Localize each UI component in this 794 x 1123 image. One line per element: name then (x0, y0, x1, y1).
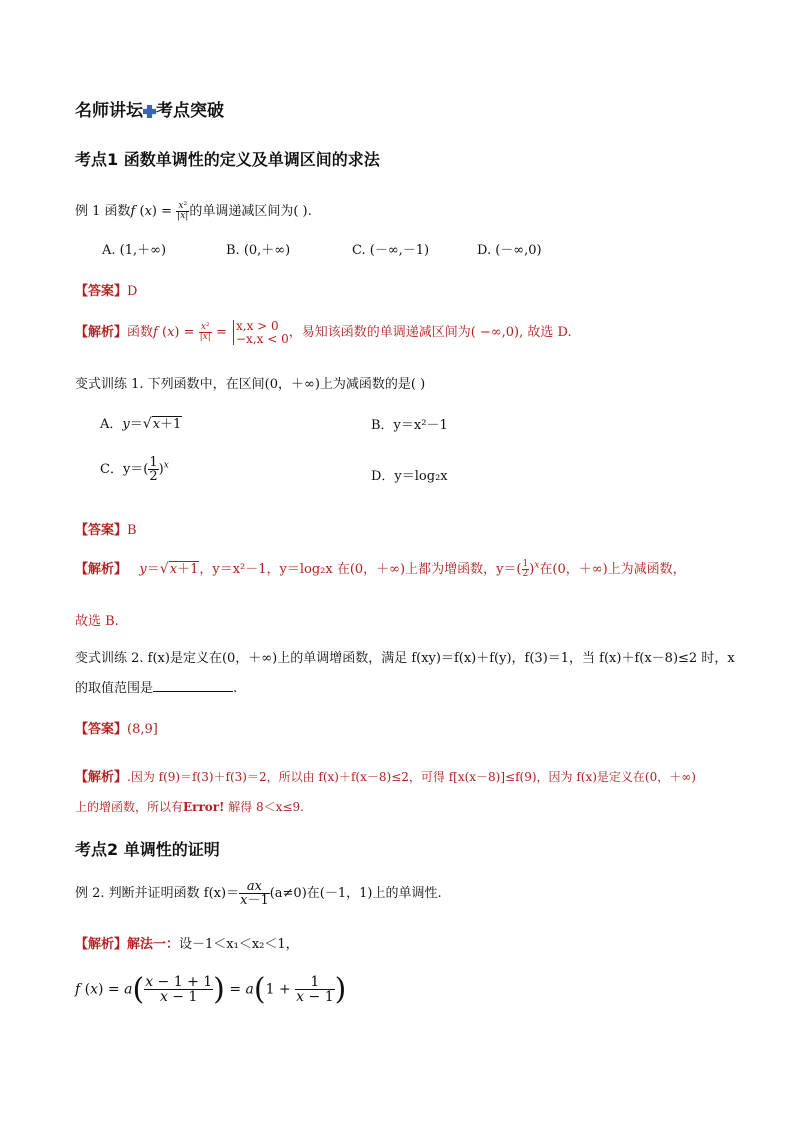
v1-analysis-line2: 故选 B. (75, 614, 119, 629)
ex1-analysis: 【解析】函数f (x) = $\frac{\text{x²}}{|x|}$ = x,x > 0 −x,x < 0 ，易知该函数的单调递减区间为( −∞,0), 故选 D. (75, 319, 572, 346)
v2-analysis-line2: 上的增函数，所以有Error! 解得 8＜x≤9. (75, 800, 304, 814)
v1-answer: 【答案】B (75, 523, 137, 538)
ex1-choice-d: D. (－∞,0) (477, 243, 542, 258)
ex1-choice-a: A. (1,＋∞) (102, 243, 167, 258)
ex1-choice-b: B. (0,＋∞) (226, 243, 291, 258)
v2-question-line2: 的取值范围是 . (75, 681, 238, 696)
ex1-question: 例 1 函数f (x) = $\frac{\text{x²}}{|x|}$ 的单调递减区间为( ). (75, 201, 312, 221)
v1-question: 变式训练 1. 下列函数中，在区间(0，＋∞)上为减函数的是( ) (75, 377, 426, 392)
v2-question: 变式训练 2. f(x)是定义在(0，＋∞)上的单调增函数，满足 f(xy)＝f(x)＋f(y)，f(3)＝1，当 f(x)＋f(x－8)≤2 时，x (75, 651, 735, 666)
fraction: $\frac{\text{x²}}{|x|}$ (177, 201, 189, 221)
v1-choice-b: B．y＝x²－1 (371, 418, 448, 433)
ex2-formula: f (x) = a( $\frac{x - 1 + 1}{x - 1}$ ) = a(1 + $\frac{1}{x - 1}$ ) (75, 972, 347, 1007)
plus-icon (143, 105, 156, 118)
v2-answer: 【答案】(8,9] (75, 722, 158, 737)
answer-blank (153, 691, 233, 692)
v2-analysis: 【解析】.因为 f(9)＝f(3)＋f(3)＝2，所以由 f(x)＋f(x－8)≤2，可得 f[x(x－8)]≤f(9)，因为 f(x)是定义在(0，＋∞) (75, 770, 696, 785)
v1-choice-a: A．y＝√x＋1 (100, 416, 182, 432)
kp1-heading: 考点1 函数单调性的定义及单调区间的求法 (75, 150, 380, 169)
ex1-answer: 【答案】D (75, 284, 138, 299)
v1-choice-d: D．y＝log₂x (371, 469, 448, 484)
section-title: 名师讲坛 考点突破 (75, 101, 224, 121)
ex1-choice-c: C. (－∞,－1) (352, 243, 430, 258)
ex2-question: 例 2. 判断并证明函数 f(x)＝ $\frac{ax}{x-1}$ (a≠0)在(－1，1)上的单调性. (75, 879, 442, 908)
kp2-heading: 考点2 单调性的证明 (75, 840, 220, 859)
v1-choice-c: C．y＝( $\frac{1}{2}$ )$^x$ (100, 455, 169, 484)
ex2-analysis: 【解析】解法一：设－1＜x₁＜x₂＜1， (75, 937, 299, 952)
v1-analysis: 【解析】 y＝√x＋1，y＝x²－1，y＝log₂x 在(0，＋∞)上都为增函数，y＝( $\frac{1}{2}$ )$^x$在(0，＋∞)上为减函数， (75, 559, 686, 579)
piecewise-brace: x,x > 0 −x,x < 0 (233, 320, 289, 345)
